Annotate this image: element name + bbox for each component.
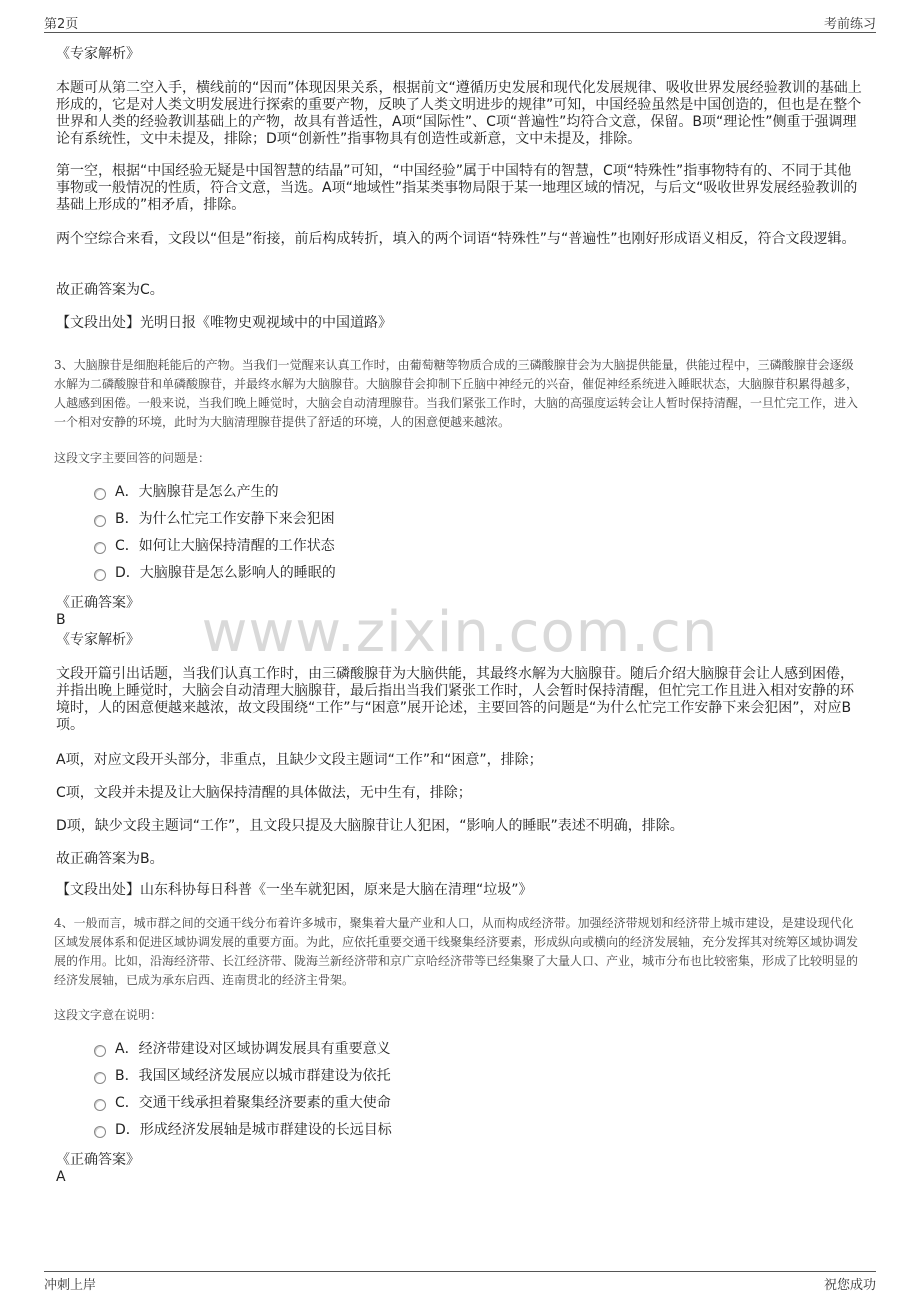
radio-icon[interactable] (94, 1099, 106, 1111)
option-c[interactable] (94, 537, 335, 555)
radio-icon[interactable] (94, 515, 106, 527)
option-d[interactable] (94, 1121, 392, 1139)
question-stem: 4、一般而言，城市群之间的交通干线分布着许多城市，聚集着大量产业和人口，从而构成经济带。加强经济带规划和经济带上城市建设，是建设现代化区域发展体系和促进区域协调发展的重要方面。为此，应依托重要交通干线聚集经济要素，形成纵向或横向的经济发展轴，充分发挥其对统筹区域协调发展的作用。比如，沿海经济带、长江经济带、陇海兰新经济带和京广京哈经济带等已经集聚了大量人口、产业，城市分布也比较密集，形成了比较明显的经济发展轴，已成为承东启西、连南贯北的经济主骨架。 (54, 916, 859, 987)
correct-answer: A (56, 1169, 66, 1185)
option-label: D．形成经济发展轴是城市群建设的长远目标 (115, 1122, 392, 1138)
expert-analysis-label: 《专家解析》 (56, 46, 140, 62)
analysis-paragraph: 两个空综合来看，文段以“但是”衔接，前后构成转折，填入的两个词语“特殊性”与“普遍性”也刚好形成语义相反，符合文段逻辑。 (56, 231, 856, 247)
option-c[interactable] (94, 1094, 391, 1112)
watermark: www.zixin.com.cn (201, 600, 719, 665)
analysis-paragraph: 第一空，根据“中国经验无疑是中国智慧的结晶”可知，“中国经验”属于中国特有的智慧，C项“特殊性”指事物特有的、不同于其他事物或一般情况的性质，符合文意，当选。A项“地域性”指某类事物局限于某一地理区域的情况，与后文“吸收世界发展经验教训的基础上形成的”相矛盾，排除。 (56, 163, 858, 213)
correct-answer: B (56, 612, 66, 628)
option-label: B．为什么忙完工作安静下来会犯困 (115, 511, 335, 527)
analysis-paragraph: 文段开篇引出话题，当我们认真工作时，由三磷酸腺苷为大脑供能，其最终水解为大脑腺苷。随后介绍大脑腺苷会让人感到困倦，并指出晚上睡觉时，大脑会自动清理大脑腺苷，最后指出当我们紧张工作时，人会暂时保持清醒，但忙完工作且进入相对安静的环境时，人的困意便越来越浓，故文段围绕“工作”与“困意”展开论述，主要回答的问题是“为什么忙完工作安静下来会犯困”，对应B项。 (56, 666, 854, 733)
option-label: A．经济带建设对区域协调发展具有重要意义 (115, 1041, 391, 1057)
option-label: B．我国区域经济发展应以城市群建设为依托 (115, 1068, 391, 1084)
option-label: C．交通干线承担着聚集经济要素的重大使命 (115, 1095, 391, 1111)
footer-left-text: 冲刺上岸 (44, 1278, 97, 1293)
page-footer (44, 1271, 876, 1294)
header-title: 考前练习 (823, 17, 876, 32)
answer-statement: 故正确答案为C。 (56, 282, 164, 298)
option-b[interactable] (94, 510, 335, 528)
expert-analysis-label: 《专家解析》 (56, 632, 140, 648)
radio-icon[interactable] (94, 1045, 106, 1057)
page-number: 第2页 (44, 17, 79, 32)
analysis-paragraph: 本题可从第二空入手，横线前的“因而”体现因果关系，根据前文“遵循历史发展和现代化发展规律、吸收世界发展经验教训的基础上形成的，它是对人类文明发展进行探索的重要产物，反映了人类文明进步的规律”可知，中国经验虽然是中国创造的，但也是在整个世界和人类的经验教训基础上的产物，故具有普适性，A项“国际性”、C项“普遍性”均符合文意，保留。B项“理论性”侧重于强调理论有系统性，文中未提及，排除；D项“创新性”指事物具有创造性或新意，文中未提及，排除。 (56, 80, 862, 147)
source-citation: 【文段出处】山东科协每日科普《一坐车就犯困，原来是大脑在清理“垃圾”》 (56, 882, 533, 898)
option-a[interactable] (94, 483, 279, 501)
analysis-paragraph: D项，缺少文段主题词“工作”，且文段只提及大脑腺苷让人犯困，“影响人的睡眠”表述不明确，排除。 (56, 818, 684, 834)
radio-icon[interactable] (94, 488, 106, 500)
correct-answer-label: 《正确答案》 (56, 595, 140, 611)
option-b[interactable] (94, 1067, 391, 1085)
footer-right-text: 祝您成功 (823, 1278, 876, 1293)
option-label: D．大脑腺苷是怎么影响人的睡眠的 (115, 565, 336, 581)
radio-icon[interactable] (94, 542, 106, 554)
radio-icon[interactable] (94, 569, 106, 581)
analysis-paragraph: C项，文段并未提及让大脑保持清醒的具体做法，无中生有，排除； (56, 785, 472, 801)
answer-statement: 故正确答案为B。 (56, 851, 164, 867)
option-d[interactable] (94, 564, 336, 582)
analysis-paragraph: A项，对应文段开头部分，非重点，且缺少文段主题词“工作”和“困意”，排除； (56, 752, 543, 768)
question-prompt: 这段文字主要回答的问题是： (54, 451, 211, 465)
source-citation: 【文段出处】光明日报《唯物史观视域中的中国道路》 (56, 315, 392, 331)
option-label: C．如何让大脑保持清醒的工作状态 (115, 538, 335, 554)
radio-icon[interactable] (94, 1072, 106, 1084)
correct-answer-label: 《正确答案》 (56, 1152, 140, 1168)
option-a[interactable] (94, 1040, 391, 1058)
radio-icon[interactable] (94, 1126, 106, 1138)
question-stem: 3、大脑腺苷是细胞耗能后的产物。当我们一觉醒来认真工作时，由葡萄糖等物质合成的三磷酸腺苷会为大脑提供能量，供能过程中，三磷酸腺苷会逐级水解为二磷酸腺苷和单磷酸腺苷，并最终水解为大脑腺苷。大脑腺苷会抑制下丘脑中神经元的兴奋，催促神经系统进入睡眠状态，大脑腺苷积累得越多，人越感到困倦。一般来说，当我们晚上睡觉时，大脑会自动清理腺苷。当我们紧张工作时，大脑的高强度运转会让人暂时保持清醒，一旦忙完工作，进入一个相对安静的环境，此时为大脑清理腺苷提供了舒适的环境，人的困意便越来越浓。 (54, 358, 859, 429)
option-label: A．大脑腺苷是怎么产生的 (115, 484, 279, 500)
question-prompt: 这段文字意在说明： (54, 1008, 163, 1022)
